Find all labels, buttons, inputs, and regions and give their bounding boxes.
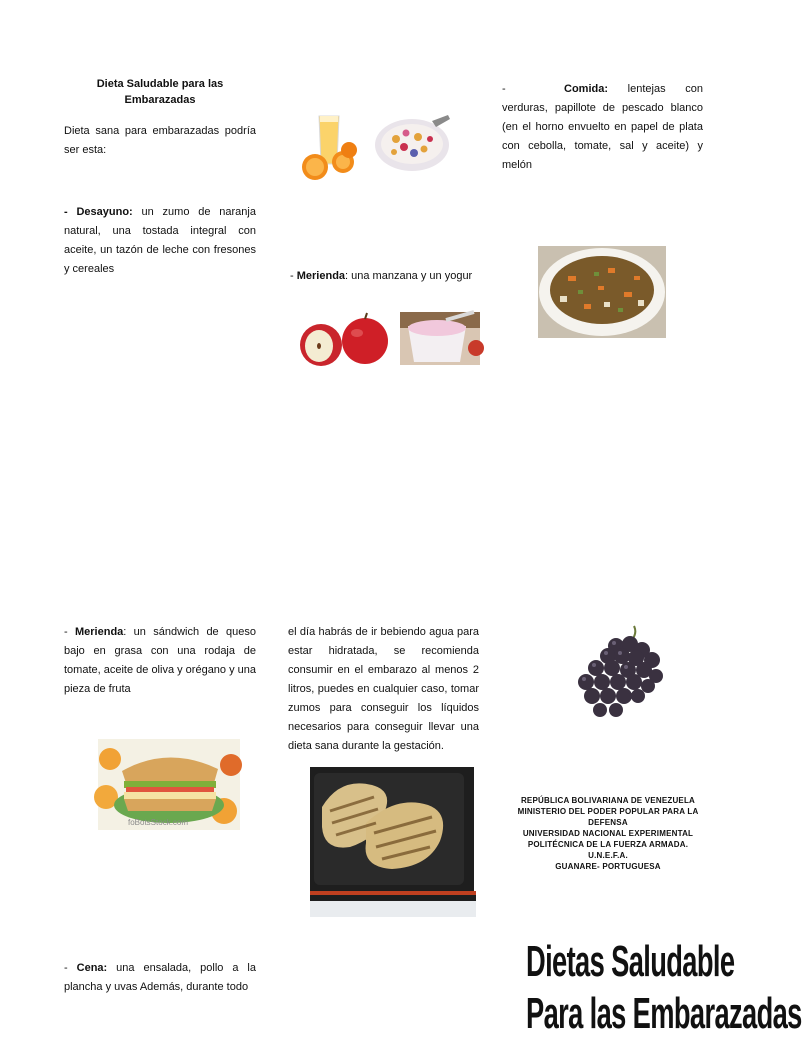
grilled-chicken-photo xyxy=(310,767,476,919)
institution-line-2: MINISTERIO DEL PODER POPULAR PARA LA xyxy=(517,807,699,816)
intro-paragraph: Dieta sana para embarazadas podría ser esta: xyxy=(64,125,256,156)
institution-line-5: POLITÉCNICA DE LA FUERZA ARMADA. xyxy=(527,840,689,849)
institution-line-1: REPÚBLICA BOLIVARIANA DE VENEZUELA xyxy=(520,796,696,805)
comida-text: lentejas con verduras, papillote de pescado blanco (en el horno envuelto en papel de plata con cebolla, tomate, sal y aceite) y melón xyxy=(502,83,703,171)
desayuno-paragraph xyxy=(64,203,256,279)
brochure-title xyxy=(64,76,256,108)
merienda-apple-text: : una manzana y un yogur xyxy=(345,270,473,282)
merienda-apple-dash: - xyxy=(290,270,297,282)
cena-label: Cena: xyxy=(76,962,108,974)
merienda-apple-label: Merienda xyxy=(296,270,346,282)
orange-juice-illustration xyxy=(295,112,363,184)
grilled-chicken-illustration xyxy=(310,767,476,919)
merienda-sandwich-paragraph xyxy=(64,623,256,699)
orange-juice-photo xyxy=(295,112,363,184)
institution-block xyxy=(508,795,708,872)
institution-line-4: UNIVERSIDAD NACIONAL EXPERIMENTAL xyxy=(522,829,694,838)
apples-illustration xyxy=(297,313,390,369)
merienda-sandwich-text: : un sándwich de queso bajo en grasa con una rodaja de tomate, aceite de oliva y orégano y una pieza de fruta xyxy=(64,626,257,695)
cena-paragraph xyxy=(64,959,256,997)
institution-line-3: DEFENSA xyxy=(588,818,628,827)
sandwich-photo xyxy=(98,739,240,830)
apples-photo xyxy=(297,313,390,369)
watermark-text: foBotsStock.com xyxy=(128,818,189,827)
merienda-apple-paragraph xyxy=(290,267,485,286)
grapes-photo xyxy=(572,624,668,722)
desayuno-label: - Desayuno: xyxy=(64,206,133,218)
cover-title-line2: Para las Embarazadas xyxy=(526,989,802,1038)
yogurt-photo xyxy=(400,312,480,365)
merienda-sandwich-dash: - xyxy=(64,626,75,638)
institution-line-6: U.N.E.F.A. xyxy=(588,851,628,860)
yogurt-illustration xyxy=(400,312,480,365)
institution-line-7: GUANARE- PORTUGUESA xyxy=(555,862,661,871)
grapes-illustration xyxy=(572,624,668,722)
merienda-sandwich-label: Merienda xyxy=(75,626,124,638)
sandwich-illustration xyxy=(98,739,240,830)
lentil-soup-illustration xyxy=(538,246,666,338)
brochure-title-line2: Embarazadas xyxy=(124,94,196,106)
cena-text: una ensalada, pollo a la plancha y uvas Además, durante todo xyxy=(64,962,256,993)
brochure-title-line1: Dieta Saludable para las xyxy=(96,78,224,90)
cover-title-line1: Dietas Saludable xyxy=(526,937,735,986)
lentil-soup-photo xyxy=(538,246,666,338)
comida-paragraph xyxy=(502,80,703,175)
comida-dash: - xyxy=(502,83,506,95)
cereal-bowl-illustration xyxy=(374,117,454,174)
cena-dash: - xyxy=(64,962,77,974)
water-continuation-paragraph: el día habrás de ir bebiendo agua para estar hidratada, se recomienda consumir en el embarazo al menos 2 litros, puedes en cualquier caso, tomar zumos para conseguir los líquidos necesarios para conseguir llevar una dieta sana durante la gestación. xyxy=(288,626,479,752)
desayuno-text: un zumo de naranja natural, una tostada integral con aceite, un tazón de leche con fresones y cereales xyxy=(64,206,256,275)
cereal-bowl-photo xyxy=(374,117,454,174)
comida-label: Comida: xyxy=(564,83,608,95)
